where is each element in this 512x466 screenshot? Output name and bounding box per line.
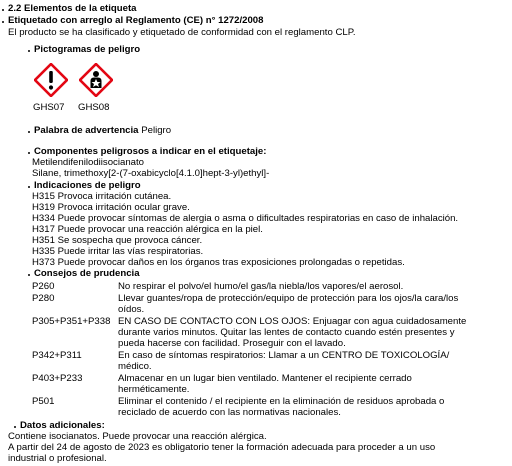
precautionary-heading: Consejos de prudencia	[34, 268, 140, 279]
hazard-item: H334 Puede provocar síntomas de alergia o asma o dificultades respiratorias en caso de inhalación.	[32, 213, 459, 224]
section-intro: El producto se ha clasificado y etiquetado de conformidad con el reglamento CLP.	[8, 27, 356, 38]
signal-word-value: Peligro	[141, 125, 172, 136]
precaution-text: pueda hacerse con facilidad. Proseguir con el lavado.	[118, 338, 346, 349]
additional-heading: Datos adicionales:	[20, 420, 105, 431]
bullet	[28, 50, 30, 52]
hazard-heading: Indicaciones de peligro	[34, 180, 141, 191]
precaution-text: durante varios minutos. Quitar las lentes de contacto cuando estén presentes y	[118, 327, 455, 338]
pictogram-code: GHS08	[78, 102, 110, 113]
additional-text: Contiene isocianatos. Puede provocar una reacción alérgica.	[8, 431, 267, 442]
precaution-code: P342+P311	[32, 350, 82, 361]
hazard-item: H351 Se sospecha que provoca cáncer.	[32, 235, 203, 246]
exclamation-mark-icon	[34, 63, 68, 97]
precaution-text: herméticamente.	[118, 384, 190, 395]
component-item: Silane, trimethoxy[2-(7-oxabicyclo[4.1.0]hept-3-yl)ethyl]-	[32, 168, 270, 179]
bullet	[14, 426, 16, 428]
bullet	[28, 152, 30, 154]
additional-text: A partir del 24 de agosto de 2023 es obligatorio tener la formación adecuada para proceder a un uso	[8, 442, 436, 453]
precaution-code: P280	[32, 293, 55, 304]
component-item: Metilendifenilodiisocianato	[32, 157, 144, 168]
bullet	[28, 131, 30, 133]
precaution-text: Eliminar el contenido / el recipiente en la eliminación de residuos aprobada o	[118, 396, 445, 407]
precaution-code: P305+P351+P338	[32, 316, 111, 327]
hazard-item: H319 Provoca irritación ocular grave.	[32, 202, 190, 213]
precaution-text: oídos.	[118, 304, 145, 315]
precaution-text: No respirar el polvo/el humo/el gas/la niebla/los vapores/el aerosol.	[118, 281, 404, 292]
precaution-text: En caso de síntomas respiratorios: Llamar a un CENTRO DE TOXICOLOGÍA/	[118, 350, 450, 361]
section-subtitle: Etiquetado con arreglo al Reglamento (CE) n° 1272/2008	[8, 15, 264, 26]
hazard-item: H373 Puede provocar daños en los órganos tras exposiciones prolongadas o repetidas.	[32, 257, 405, 268]
signal-word-label: Palabra de advertencia	[34, 125, 139, 136]
precaution-text: Llevar guantes/ropa de protección/equipo de protección para los ojos/la cara/los	[118, 293, 459, 304]
bullet	[28, 274, 30, 276]
bullet	[2, 21, 4, 23]
bullet	[2, 9, 4, 11]
precaution-text: reciclado de acuerdo con las normativas nacionales.	[118, 407, 341, 418]
hazard-item: H315 Provoca irritación cutánea.	[32, 191, 172, 202]
components-heading: Componentes peligrosos a indicar en el etiquetaje:	[34, 146, 267, 157]
health-hazard-icon	[79, 63, 113, 97]
bullet	[28, 186, 30, 188]
precaution-code: P403+P233	[32, 373, 83, 384]
pictograms-heading: Pictogramas de peligro	[34, 44, 141, 55]
pictogram-code: GHS07	[33, 102, 65, 113]
precaution-text: EN CASO DE CONTACTO CON LOS OJOS: Enjuagar con agua cuidadosamente	[118, 316, 467, 327]
precaution-code: P501	[32, 396, 55, 407]
signal-word	[34, 125, 171, 136]
hazard-item: H335 Puede irritar las vías respiratorias.	[32, 246, 204, 257]
precaution-text: médico.	[118, 361, 152, 372]
additional-text: industrial o profesional.	[8, 453, 107, 464]
precaution-text: Almacenar en un lugar bien ventilado. Mantener el recipiente cerrado	[118, 373, 412, 384]
hazard-item: H317 Puede provocar una reacción alérgica en la piel.	[32, 224, 263, 235]
section-title: 2.2 Elementos de la etiqueta	[8, 3, 137, 14]
precaution-code: P260	[32, 281, 55, 292]
